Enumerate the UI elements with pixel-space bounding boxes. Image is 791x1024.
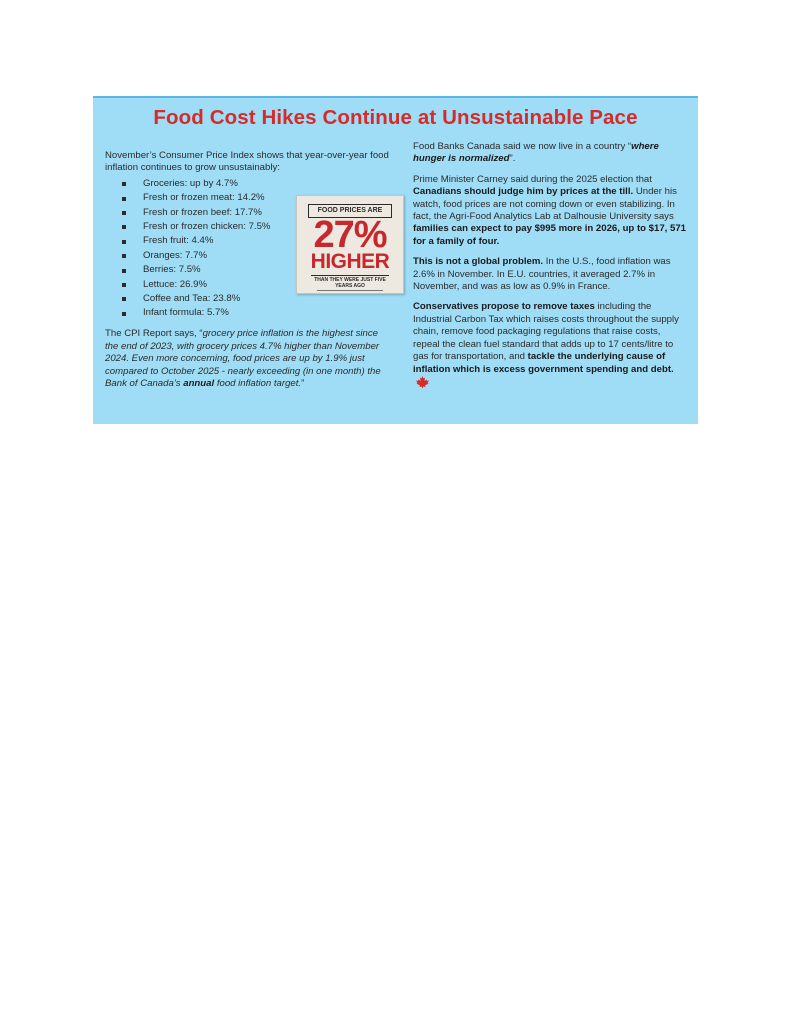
conservatives-text: including the Industrial Carbon Tax which raises costs throughout the supply chain, remove food packaging regulations that raise costs, repeal the clean fuel standard that adds up to 17 cents/litre to gas for transportation, and <box>413 301 679 363</box>
cpi-annual: annual <box>183 378 215 390</box>
list-item: Fresh or frozen chicken: 7.5% <box>122 220 395 234</box>
list-item: Berries: 7.5% <box>122 263 395 277</box>
foodbanks-paragraph <box>413 141 688 166</box>
carney-paragraph <box>413 174 688 248</box>
cpi-close: ” <box>301 378 305 390</box>
poster-header: FOOD PRICES ARE <box>308 204 392 218</box>
conservatives-bold: Conservatives propose to remove taxes <box>413 301 595 313</box>
foodbanks-quote: where hunger is normalized <box>413 141 659 165</box>
maple-leaf-icon <box>416 376 429 392</box>
cpi-quote-end: food inflation target. <box>214 378 302 390</box>
cpi-paragraph <box>105 328 391 391</box>
list-item: Oranges: 7.7% <box>122 249 395 263</box>
list-item: Infant formula: 5.7% <box>122 306 395 320</box>
foodbanks-text: Food Banks Canada said we now live in a country “ <box>413 141 632 152</box>
list-item: Coffee and Tea: 23.8% <box>122 292 395 306</box>
intro-text: November’s Consumer Price Index shows that year-over-year food inflation continues to grow unsustainably: <box>105 150 389 174</box>
poster-subtext: THAN THEY WERE JUST FIVE YEARS AGO <box>311 275 389 289</box>
food-prices-poster <box>296 195 404 294</box>
conservatives-bold-2: tackle the underlying cause of inflation which is excess government spending and debt. <box>413 351 674 375</box>
poster-higher: HIGHER <box>310 250 390 273</box>
carney-bold: Canadians should judge him by prices at the till. <box>413 186 634 198</box>
cpi-quote: grocery price inflation is the highest since the end of 2023, with grocery prices 4.7% higher than November 2024. Even more concerning, food prices are up by 1.9% just compared to October 2025 - nearly exceeding (in one month) the Bank of Canada’s <box>105 328 381 390</box>
right-column <box>413 141 688 400</box>
poster-fine-print <box>317 290 383 291</box>
list-item: Fresh or frozen meat: 14.2% <box>122 191 395 205</box>
global-paragraph <box>413 256 688 293</box>
article-title: Food Cost Hikes Continue at Unsustainable Pace <box>153 106 638 129</box>
conservatives-paragraph <box>413 301 688 392</box>
carney-text: Prime Minister Carney said during the 2025 election that <box>413 173 652 185</box>
list-item: Groceries: up by 4.7% <box>122 177 395 191</box>
list-item: Fresh or frozen beef: 17.7% <box>122 206 395 220</box>
global-text: In the U.S., food inflation was 2.6% in November. In E.U. countries, it averaged 2.7% in November, and was as low as 0.9% in France. <box>413 256 671 293</box>
poster-percent: 27% <box>313 214 387 256</box>
article-panel <box>93 96 698 424</box>
list-item: Fresh fruit: 4.4% <box>122 234 395 248</box>
list-item: Lettuce: 26.9% <box>122 278 395 292</box>
cpi-lead: The CPI Report says, “ <box>105 328 203 339</box>
carney-text-2: Under his watch, food prices are not coming down or even stabilizing. In fact, the Agri-Food Analytics Lab at Dalhousie University says <box>413 186 677 223</box>
global-bold: This is not a global problem. <box>413 256 544 268</box>
carney-bold-2: families can expect to pay $995 more in 2026, up to $17, 571 for a family of four. <box>413 223 687 247</box>
foodbanks-end: ”. <box>509 153 516 165</box>
